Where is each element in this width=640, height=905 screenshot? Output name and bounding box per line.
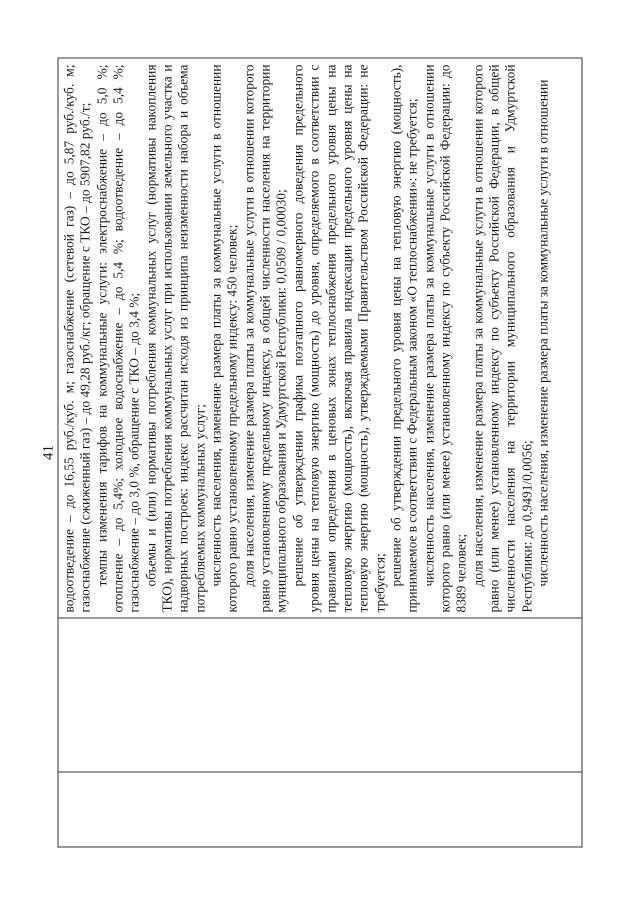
rotated-page-content — [58, 58, 583, 848]
table-text-cell — [62, 65, 580, 613]
page-number: 41 — [40, 445, 57, 460]
paragraph-2: темпы изменения тарифов на коммунальные услуги: электроснабжение – до 5,0 %; отопление – до 5,4%; холодное водоснабжение – до 5,4 %; водоотведение – до 5,4 %; газоснабжение – до 3,0 %, обращение с ТКО – до 3,4 %; — [94, 64, 142, 613]
paragraph-3: объемы и (или) нормативы потребления коммунальных услуг (нормативы накопления ТКО), нормативы потребления коммунальных услуг при использовании земельного участка и надворных построек: индекс рассчитан исходя из принципа неизменности набора и объема потребляемых коммунальных услуг; — [143, 64, 208, 613]
paragraph-7: решение об утверждении предельного уровня цены на тепловую энергию (мощность), принимаемое в соответствии с Федеральным законом «О теплоснабжении»: не требуется; — [388, 64, 420, 613]
paragraph-5: доля населения, изменение размера платы за коммунальные услуги в отношении которого равно установленному предельному индексу, в общей численности населения на территории муниципального образования и Удмуртской Республики: 0,0509 / 0,00030; — [241, 64, 289, 613]
paragraph-1: водоотведение – до 16,55 руб./куб. м; газоснабжение (сетевой газ) – до 5,87 руб./куб. м; газоснабжение (сжиженный газ) – до 49,28 руб./кг; обращение с ТКО – до 5907,82 руб./т; — [61, 64, 93, 613]
paragraph-6: решение об утверждении графика поэтапного равномерного доведения предельного уровня цены на тепловую энергию (мощность) до уровня, определяемого в соответствии с правилами определения в ценовых зонах теплоснабжения предельного уровня цены на тепловую энергию (мощность), включая правила индексации предельного уровня цены на тепловую энергию (мощность), утверждаемыми Правительством Российской Федерации: не требуется; — [290, 64, 388, 613]
paragraph-8: численность населения, изменение размера платы за коммунальные услуги в отношении которого равно (или менее) установленному индексу по субъекту Российской Федерации: до 8389 человек; — [421, 64, 469, 613]
paragraph-9: доля населения, изменение размера платы за коммунальные услуги в отношении которого равно (или менее) установленному индексу по субъекту Российской Федерации, в общей численности населения на территории муниципального образования и Удмуртской Республики: до 0,9491/0,0056; — [470, 64, 535, 613]
paragraph-4: численность населения, изменение размера платы за коммунальные услуги в отношении которого равно установленному предельному индексу: 450 человек; — [208, 64, 240, 613]
document-table — [58, 58, 583, 848]
table-column-divider-1 — [59, 772, 582, 773]
table-column-divider-2 — [59, 618, 582, 619]
paragraph-10: численность населения, изменение размера платы за коммунальные услуги в отношении — [535, 79, 551, 587]
